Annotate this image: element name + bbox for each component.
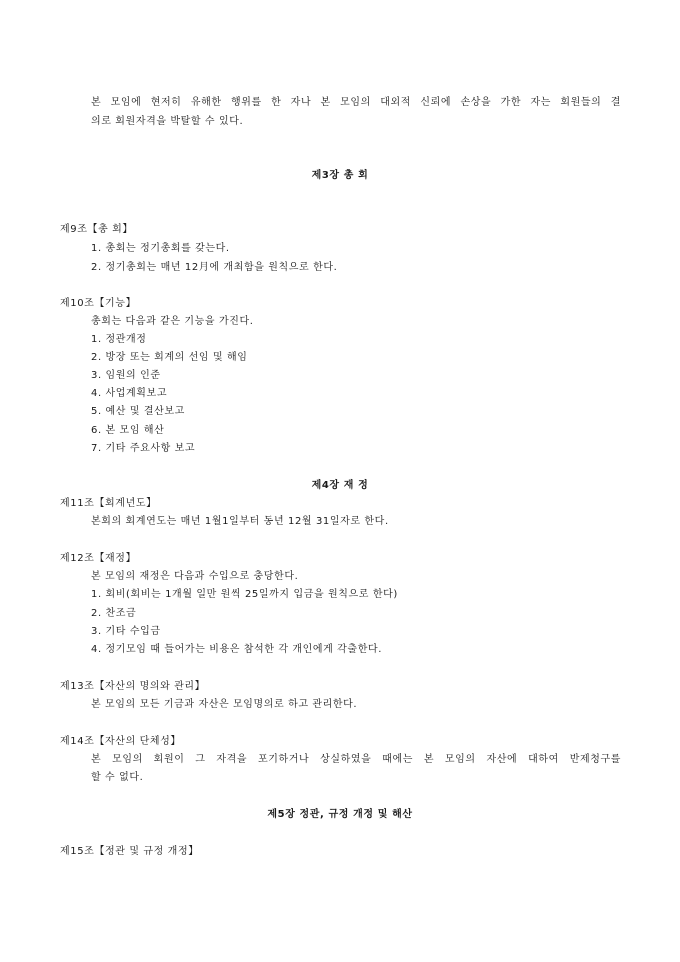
article-12-item-3: 3. 기타 수입금 — [91, 626, 161, 637]
intro-line-1: 본 모임에 현저히 유해한 행위를 한 자나 본 모임의 대외적 신뢰에 손상을 가한 자는 회원들의 결 — [91, 97, 621, 108]
article-9-heading: 제9조【총 회】 — [60, 224, 133, 235]
article-12-item-4: 4. 정기모임 때 들어가는 비용은 참석한 각 개인에게 각출한다. — [91, 644, 382, 655]
article-15-heading: 제15조【정관 및 규정 개정】 — [60, 846, 199, 857]
article-10-item-4: 4. 사업계획보고 — [91, 388, 168, 399]
article-10-item-1: 1. 정관개정 — [91, 334, 147, 345]
article-14-line-1: 본 모임의 회원이 그 자격을 포기하거나 상실하였을 때에는 본 모임의 자산에 대하여 반제청구를 — [91, 754, 621, 765]
article-10-item-7: 7. 기타 주요사항 보고 — [91, 443, 196, 454]
article-10-intro: 총회는 다음과 같은 기능을 가진다. — [91, 316, 254, 327]
article-11-text: 본회의 회계연도는 매년 1월1일부터 동년 12월 31일자로 한다. — [91, 516, 389, 527]
article-9-item-2: 2. 정기총회는 매년 12月에 개최함을 원칙으로 한다. — [91, 262, 338, 273]
article-13-text: 본 모임의 모든 기금과 자산은 모임명의로 하고 관리한다. — [91, 699, 358, 710]
article-10-item-5: 5. 예산 및 결산보고 — [91, 406, 185, 417]
article-12-item-1: 1. 회비(회비는 1개월 일만 원씩 25일까지 입금을 원칙으로 한다) — [91, 589, 398, 600]
article-10-item-3: 3. 임원의 인준 — [91, 370, 161, 381]
article-12-heading: 제12조【재정】 — [60, 553, 137, 564]
article-9-item-1: 1. 총회는 정기총회를 갖는다. — [91, 243, 230, 254]
article-10-item-2: 2. 방장 또는 회계의 선임 및 해임 — [91, 352, 248, 363]
article-14-line-2: 할 수 없다. — [91, 772, 144, 783]
article-12-intro: 본 모임의 재정은 다음과 수입으로 충당한다. — [91, 571, 299, 582]
chapter-4-title: 제4장 재 정 — [311, 480, 369, 491]
article-14-heading: 제14조【자산의 단체성】 — [60, 736, 181, 747]
chapter-3-title: 제3장 총 회 — [311, 170, 369, 181]
article-11-heading: 제11조【회계년도】 — [60, 498, 157, 509]
article-10-item-6: 6. 본 모임 해산 — [91, 425, 165, 436]
intro-line-2: 의로 회원자격을 박탈할 수 있다. — [91, 116, 244, 127]
article-12-item-2: 2. 찬조금 — [91, 608, 137, 619]
article-13-heading: 제13조【자산의 명의와 관리】 — [60, 681, 206, 692]
article-10-heading: 제10조【기능】 — [60, 298, 137, 309]
chapter-5-title: 제5장 정관, 규정 개정 및 해산 — [267, 809, 413, 820]
